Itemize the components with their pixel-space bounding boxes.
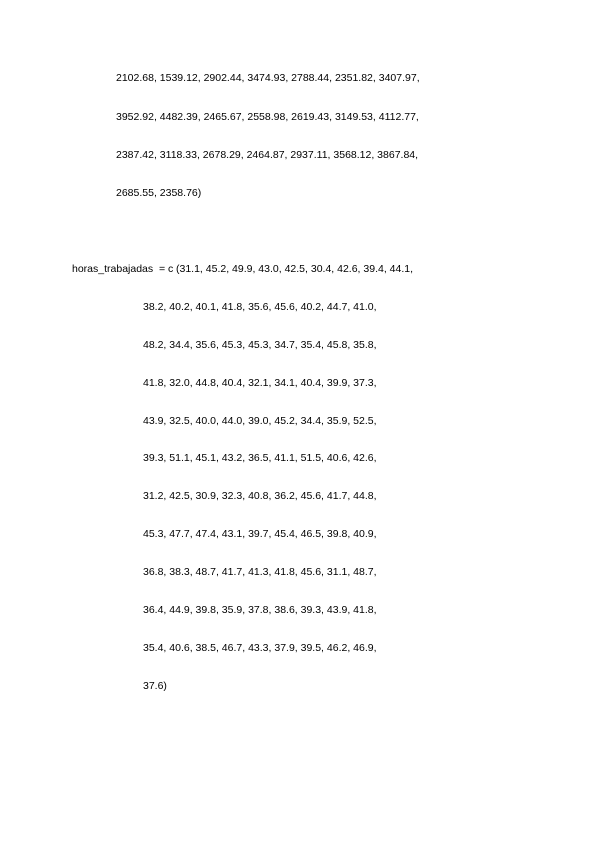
hours-line-9: 36.8, 38.3, 48.7, 41.7, 41.3, 41.8, 45.6, 31.1, 48.7, bbox=[143, 566, 377, 578]
hours-line-11: 35.4, 40.6, 38.5, 46.7, 43.3, 37.9, 39.5, 46.2, 46.9, bbox=[143, 642, 377, 654]
hours-line-5: 43.9, 32.5, 40.0, 44.0, 39.0, 45.2, 34.4, 35.9, 52.5, bbox=[143, 415, 377, 427]
hours-line-10: 36.4, 44.9, 39.8, 35.9, 37.8, 38.6, 39.3, 43.9, 41.8, bbox=[143, 604, 377, 616]
hours-line-7: 31.2, 42.5, 30.9, 32.3, 40.8, 36.2, 45.6, 41.7, 44.8, bbox=[143, 490, 377, 502]
values-line-1: 2102.68, 1539.12, 2902.44, 3474.93, 2788.44, 2351.82, 3407.97, bbox=[116, 72, 420, 84]
variable-label: horas_trabajadas = c bbox=[72, 263, 174, 275]
values-line-4: 2685.55, 2358.76) bbox=[116, 187, 202, 199]
hours-line-3: 48.2, 34.4, 35.6, 45.3, 45.3, 34.7, 35.4, 45.8, 35.8, bbox=[143, 339, 377, 351]
hours-line-4: 41.8, 32.0, 44.8, 40.4, 32.1, 34.1, 40.4, 39.9, 37.3, bbox=[143, 377, 377, 389]
hours-line-6: 39.3, 51.1, 45.1, 43.2, 36.5, 41.1, 51.5, 40.6, 42.6, bbox=[143, 452, 377, 464]
hours-line-8: 45.3, 47.7, 47.4, 43.1, 39.7, 45.4, 46.5, 39.8, 40.9, bbox=[143, 528, 377, 540]
values-line-3: 2387.42, 3118.33, 2678.29, 2464.87, 2937.11, 3568.12, 3867.84, bbox=[116, 149, 419, 161]
values-line-2: 3952.92, 4482.39, 2465.67, 2558.98, 2619.43, 3149.53, 4112.77, bbox=[116, 111, 419, 123]
hours-line-1: (31.1, 45.2, 49.9, 43.0, 42.5, 30.4, 42.6, 39.4, 44.1, bbox=[176, 263, 414, 275]
hours-line-12: 37.6) bbox=[143, 680, 167, 692]
hours-line-2: 38.2, 40.2, 40.1, 41.8, 35.6, 45.6, 40.2, 44.7, 41.0, bbox=[143, 301, 377, 313]
